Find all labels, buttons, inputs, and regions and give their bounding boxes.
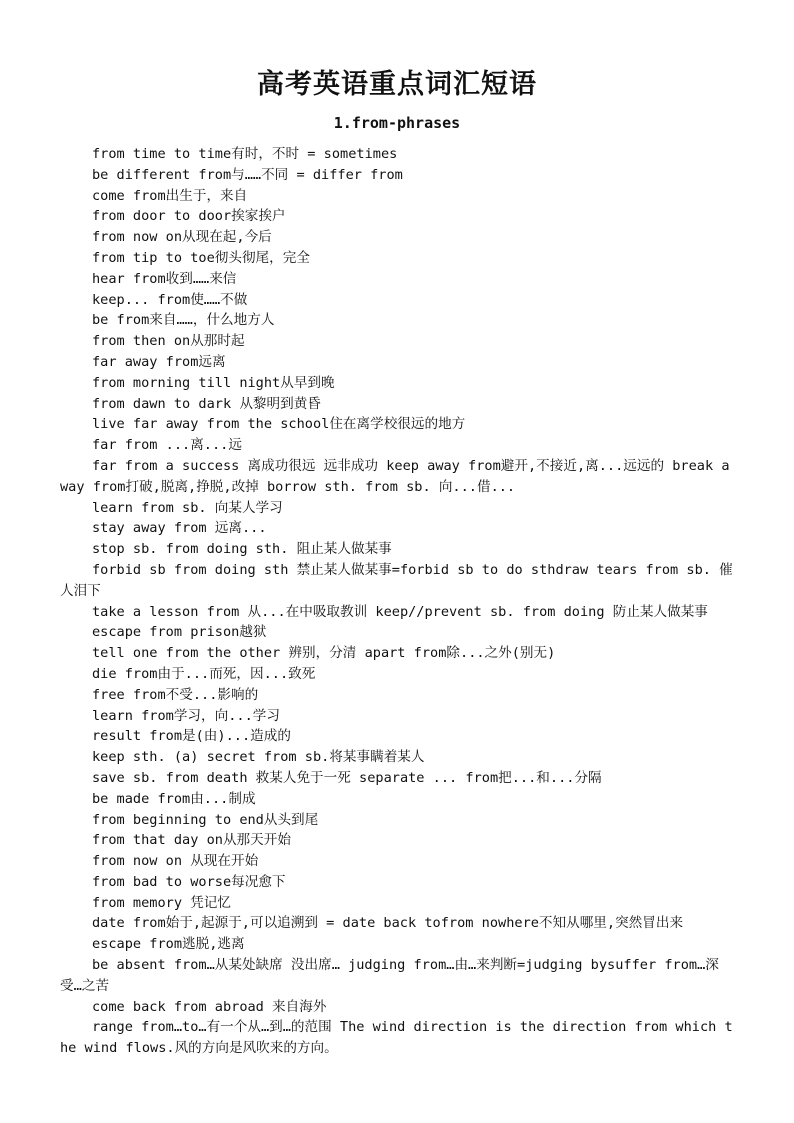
phrase-entry: learn from sb. 向某人学习 — [92, 499, 283, 516]
phrase-entry: from door to door挨家挨户 — [92, 208, 286, 225]
phrase-entry: save sb. from death 救某人免于一死 separate ... from把...和...分隔 — [92, 769, 602, 786]
phrase-entry: take a lesson from 从...在中吸取教训 keep//prevent sb. from doing 防止某人做某事 — [92, 603, 708, 620]
phrase-entry: from time to time有时，不时 = sometimes — [92, 146, 398, 162]
phrase-entry: from tip to toe彻头彻尾，完全 — [92, 249, 310, 266]
phrase-entry: from bad to worse每况愈下 — [92, 873, 286, 890]
phrase-entry: keep... from使……不做 — [92, 291, 248, 308]
phrase-entry: die from由于...而死，因...致死 — [92, 665, 316, 682]
phrase-entry: from then on从那时起 — [92, 333, 245, 350]
phrase-list — [60, 144, 736, 1059]
phrase-entry: stop sb. from doing sth. 阻止某人做某事 — [92, 541, 392, 558]
phrase-entry: hear from收到……来信 — [92, 270, 237, 287]
phrase-entry: result from是(由)...造成的 — [92, 728, 291, 745]
phrase-entry: far from a success 离成功很远 远非成功 keep away from避开,不接近,离...远远的 break away from打破,脱离,挣脱,改掉 borrow sth. from sb. 向...借... — [60, 457, 730, 495]
phrase-entry: stay away from 远离... — [92, 520, 267, 537]
phrase-entry: come back from abroad 来自海外 — [92, 998, 327, 1015]
phrase-entry: range from…to…有一个从…到…的范围 The wind direction is the direction from which the wind flows.风的方向是风吹来的方向。 — [60, 1019, 733, 1057]
phrase-entry: far away from远离 — [92, 353, 226, 370]
phrase-entry: from morning till night从早到晚 — [92, 374, 335, 391]
phrase-entry: from memory 凭记忆 — [92, 894, 231, 911]
phrase-entry: be made from由...制成 — [92, 790, 256, 807]
phrase-entry: learn from学习，向...学习 — [92, 707, 280, 724]
phrase-entry: escape from逃脱,逃离 — [92, 936, 245, 953]
phrase-entry: come from出生于，来自 — [92, 187, 248, 204]
phrase-entry: from that day on从那天开始 — [92, 832, 291, 849]
phrase-entry: be absent from…从某处缺席 没出席… judging from…由…来判断=judging bysuffer from…深受…之苦 — [60, 957, 719, 994]
phrase-entry: live far away from the school住在离学校很远的地方 — [92, 416, 466, 433]
phrase-entry: forbid sb from doing sth 禁止某人做某事=forbid sb to do sthdraw tears from sb. 催人泪下 — [60, 561, 733, 599]
phrase-entry: be different from与……不同 = differ from — [92, 166, 403, 183]
phrase-entry: far from ...离...远 — [92, 437, 242, 454]
phrase-entry: tell one from the other 辨别，分清 apart from除...之外(别无) — [92, 645, 556, 662]
phrase-entry: from now on 从现在开始 — [92, 853, 259, 870]
phrase-entry: date from始于,起源于,可以追溯到 = date back tofrom nowhere不知从哪里,突然冒出来 — [92, 915, 684, 932]
section-heading: 1.from-phrases — [333, 114, 461, 132]
phrase-entry: keep sth. (a) secret from sb.将某事瞒着某人 — [92, 749, 425, 766]
phrase-entry: be from来自……，什么地方人 — [92, 312, 275, 329]
phrase-entry: from beginning to end从头到尾 — [92, 811, 319, 828]
page-title: 高考英语重点词汇短语 — [257, 69, 537, 100]
phrase-entry: from now on从现在起,今后 — [92, 229, 272, 246]
phrase-entry: escape from prison越狱 — [92, 624, 267, 641]
phrase-entry: free from不受...影响的 — [92, 686, 259, 703]
phrase-entry: from dawn to dark 从黎明到黄昏 — [92, 395, 321, 412]
